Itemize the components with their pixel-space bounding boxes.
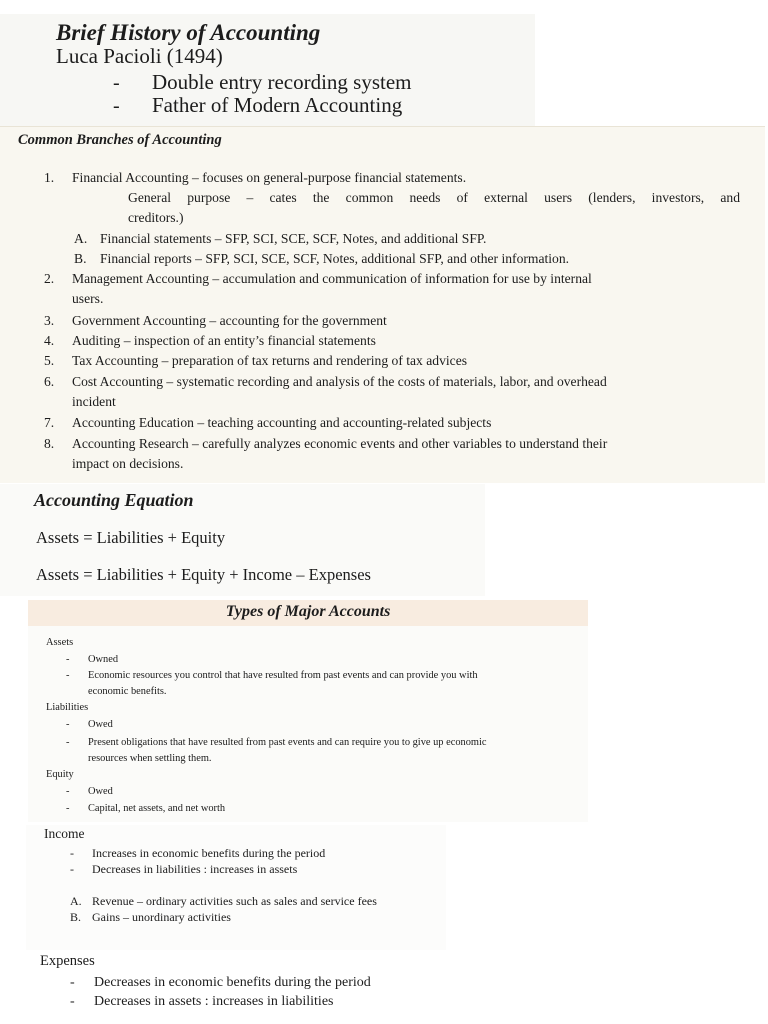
dash-marker: - (66, 786, 70, 797)
branch-item-management: Management Accounting – accumulation and communication of information for use by internal (72, 271, 592, 286)
branch-number: 4. (44, 333, 55, 348)
income-sub-gains: Gains – unordinary activities (92, 910, 231, 924)
income-sub-revenue: Revenue – ordinary activities such as sales and service fees (92, 894, 377, 908)
branch-item-management-cont: users. (72, 291, 104, 306)
dash-marker: - (70, 846, 74, 860)
equation-title: Accounting Equation (34, 490, 194, 510)
liabilities-item-owed: Owed (88, 719, 113, 730)
branch-number: 1. (44, 170, 55, 185)
income-item-1: Increases in economic benefits during the period (92, 846, 326, 860)
income-item-2: Decreases in liabilities : increases in assets (92, 862, 298, 876)
history-person: Luca Pacioli (1494) (56, 44, 223, 68)
dash-marker: - (70, 994, 75, 1009)
income-sub-number: B. (70, 910, 82, 924)
assets-item-definition: Economic resources you control that have resulted from past events and can provide you with (88, 670, 478, 681)
expenses-item-1: Decreases in economic benefits during the period (94, 975, 371, 990)
history-item-marker: - (113, 72, 120, 94)
branch-item-research-cont: impact on decisions. (72, 456, 184, 471)
liabilities-item-definition: Present obligations that have resulted from past events and can require you to give up economic (88, 737, 487, 748)
equation-expanded: Assets = Liabilities + Equity + Income – Expenses (36, 565, 371, 584)
dash-marker: - (66, 670, 70, 681)
liabilities-label: Liabilities (46, 702, 89, 713)
dash-marker: - (70, 975, 75, 990)
branch-item-auditing: Auditing – inspection of an entity’s financial statements (72, 333, 376, 348)
assets-item-owned: Owned (88, 654, 119, 665)
history-item-marker: - (113, 95, 120, 117)
branch-number: 2. (44, 271, 55, 286)
branch-sub-statements: Financial statements – SFP, SCI, SCE, SCF, Notes, and additional SFP. (100, 231, 487, 246)
history-item-2: Father of Modern Accounting (152, 93, 403, 117)
dash-marker: - (66, 654, 70, 665)
branch-number: 7. (44, 415, 55, 430)
branch-subnote-line2: creditors.) (128, 210, 184, 225)
expenses-label: Expenses (40, 953, 95, 969)
branch-item-research: Accounting Research – carefully analyzes economic events and other variables to understand their (72, 436, 608, 451)
dash-marker: - (66, 719, 70, 730)
history-item-1: Double entry recording system (152, 70, 412, 94)
branch-item-education: Accounting Education – teaching accounting and accounting-related subjects (72, 415, 492, 430)
equity-item-capital: Capital, net assets, and net worth (88, 803, 226, 814)
branch-number: 6. (44, 374, 55, 389)
dash-marker: - (66, 737, 70, 748)
branch-item-cost-cont: incident (72, 394, 116, 409)
assets-item-definition-cont: economic benefits. (88, 686, 167, 697)
dash-marker: - (70, 862, 74, 876)
expenses-item-2: Decreases in assets : increases in liabilities (94, 994, 334, 1009)
income-panel (26, 825, 446, 950)
equation-basic: Assets = Liabilities + Equity (36, 528, 226, 547)
branch-number: A. (74, 231, 88, 246)
dash-marker: - (66, 803, 70, 814)
branch-number: B. (74, 251, 87, 266)
branches-title: Common Branches of Accounting (18, 132, 222, 148)
branch-item-financial: Financial Accounting – focuses on general-purpose financial statements. (72, 170, 467, 185)
branch-number: 5. (44, 353, 55, 368)
branch-item-tax: Tax Accounting – preparation of tax returns and rendering of tax advices (72, 353, 468, 368)
branch-item-government: Government Accounting – accounting for the government (72, 313, 387, 328)
branch-number: 8. (44, 436, 55, 451)
income-sub-number: A. (70, 894, 82, 908)
branch-subnote-line1: General purpose – cates the common needs of external users (lenders, investors, and (128, 190, 740, 205)
equity-item-owed: Owed (88, 786, 113, 797)
equity-label: Equity (46, 769, 74, 780)
liabilities-item-definition-cont: resources when settling them. (88, 753, 212, 764)
branch-sub-reports: Financial reports – SFP, SCI, SCE, SCF, Notes, additional SFP, and other information. (100, 251, 570, 266)
assets-label: Assets (46, 637, 74, 648)
history-title: Brief History of Accounting (56, 20, 321, 45)
branch-number: 3. (44, 313, 55, 328)
branch-item-cost: Cost Accounting – systematic recording and analysis of the costs of materials, labor, and overhead (72, 374, 607, 389)
income-label: Income (44, 826, 85, 841)
types-title: Types of Major Accounts (225, 603, 391, 620)
